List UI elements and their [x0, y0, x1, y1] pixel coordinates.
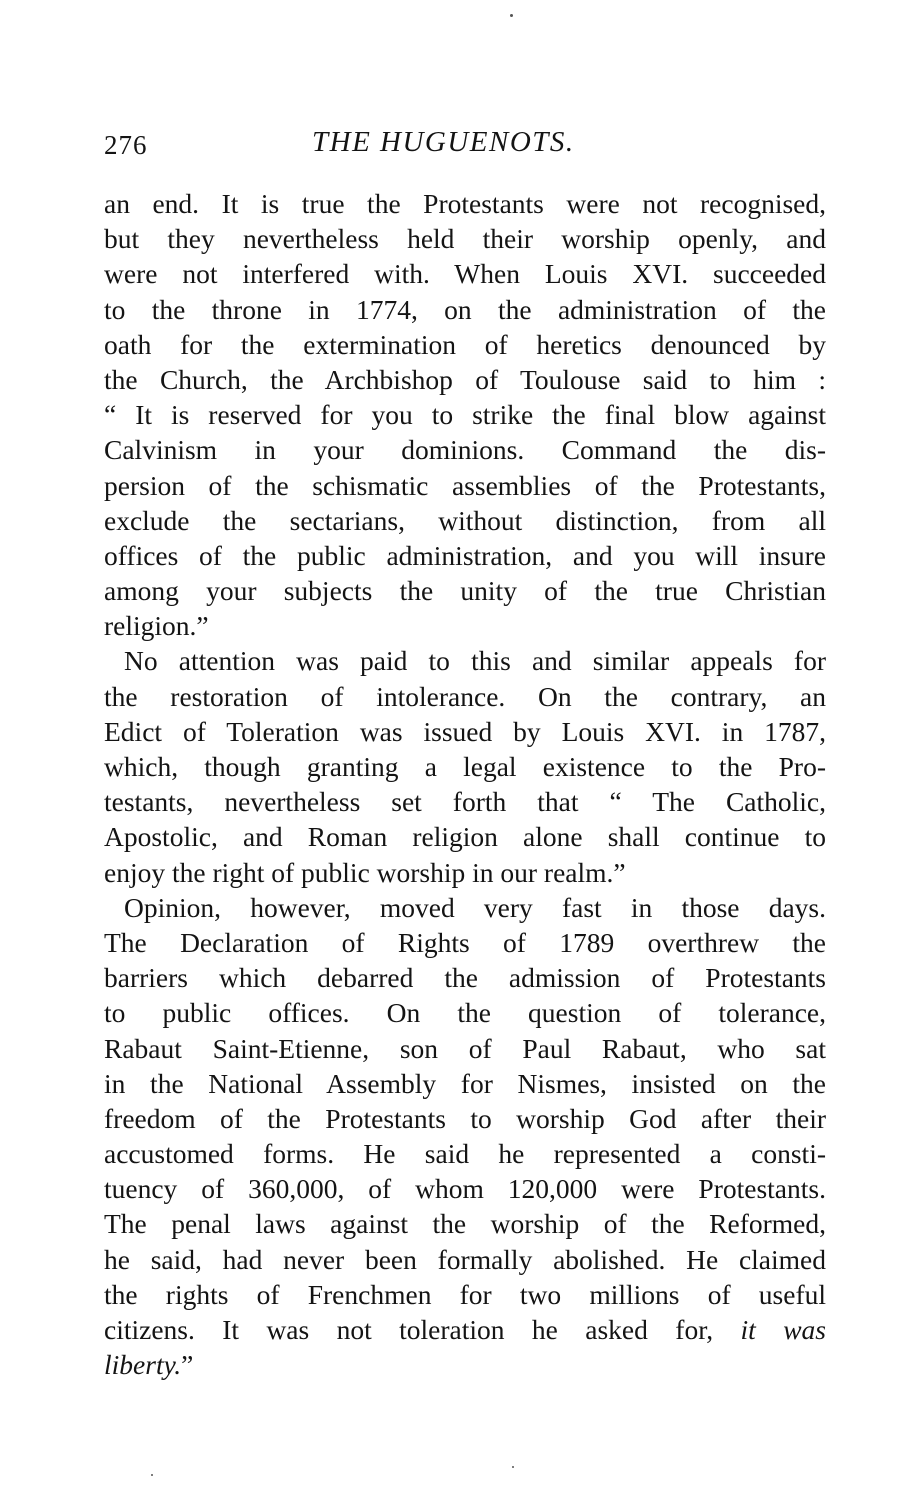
- text-line: The Declaration of Rights of 1789 overthrew the: [104, 926, 826, 958]
- running-head: [104, 126, 826, 166]
- text-line: The penal laws against the worship of the Reformed,: [104, 1208, 826, 1240]
- paragraph-1: [104, 186, 826, 643]
- text-line: religion.”: [104, 610, 209, 642]
- text-line: tuency of 360,000, of whom 120,000 were Protestants.: [104, 1173, 826, 1205]
- print-speck: [510, 14, 513, 17]
- text-line: an end. It is true the Protestants were not recognised,: [104, 188, 826, 219]
- closing-line-plain: citizens. It was not toleration he asked for,: [104, 1314, 714, 1345]
- text-line: which, though granting a legal existence to the Pro-: [104, 751, 826, 782]
- text-line: Apostolic, and Roman religion alone shall continue to: [104, 821, 826, 853]
- text-line: Calvinism in your dominions. Command the dis-: [104, 434, 826, 466]
- text-line: [104, 1312, 826, 1347]
- text-line: enjoy the right of public worship in our realm.”: [104, 856, 626, 888]
- print-speck: [151, 1474, 153, 1476]
- text-line: he said, had never been formally abolished. He claimed: [104, 1243, 826, 1275]
- text-line: exclude the sectarians, without distinction, from all: [104, 504, 826, 536]
- text-line: the restoration of intolerance. On the contrary, an: [104, 680, 826, 712]
- text-line: were not interfered with. When Louis XVI. succeeded: [104, 258, 826, 290]
- closing-line-italic: it was: [740, 1314, 827, 1345]
- text-line: barriers which debarred the admission of Protestants: [104, 962, 826, 994]
- text-line: Rabaut Saint-Etienne, son of Paul Rabaut, who sat: [104, 1032, 826, 1064]
- text-line: “ It is reserved for you to strike the final blow against: [104, 399, 826, 431]
- text-line: the Church, the Archbishop of Toulouse said to him :: [104, 363, 826, 395]
- text-line: Opinion, however, moved very fast in those days.: [124, 891, 826, 923]
- text-line: in the National Assembly for Nismes, insisted on the: [104, 1067, 826, 1099]
- paragraph-2: [104, 643, 826, 889]
- final-line-quote: ”: [181, 1349, 194, 1381]
- text-line: to public offices. On the question of tolerance,: [104, 997, 826, 1029]
- text-line: oath for the extermination of heretics denounced by: [104, 328, 826, 360]
- text-line: freedom of the Protestants to worship God after their: [104, 1102, 826, 1134]
- text-line: No attention was paid to this and similar appeals for: [124, 645, 826, 677]
- text-line: testants, nevertheless set forth that “ The Catholic,: [104, 786, 826, 818]
- page-number: 276: [104, 130, 148, 160]
- running-title: THE HUGUENOTS.: [312, 126, 575, 158]
- text-line: among your subjects the unity of the true Christian: [104, 575, 826, 607]
- text-line: the rights of Frenchmen for two millions of useful: [104, 1278, 826, 1310]
- paragraph-3: [104, 890, 826, 1383]
- final-line-italic: liberty.: [104, 1349, 182, 1381]
- text-line: but they nevertheless held their worship openly, and: [104, 223, 826, 255]
- text-line: [104, 1347, 826, 1382]
- print-speck: [512, 1466, 514, 1468]
- text-line: to the throne in 1774, on the administration of the: [104, 293, 826, 325]
- body-text: [104, 186, 826, 1382]
- text-line: accustomed forms. He said he represented a consti-: [104, 1138, 826, 1170]
- text-line: persion of the schismatic assemblies of the Protestants,: [104, 469, 826, 501]
- text-line: Edict of Toleration was issued by Louis XVI. in 1787,: [104, 715, 826, 747]
- text-line: offices of the public administration, and you will insure: [104, 539, 826, 571]
